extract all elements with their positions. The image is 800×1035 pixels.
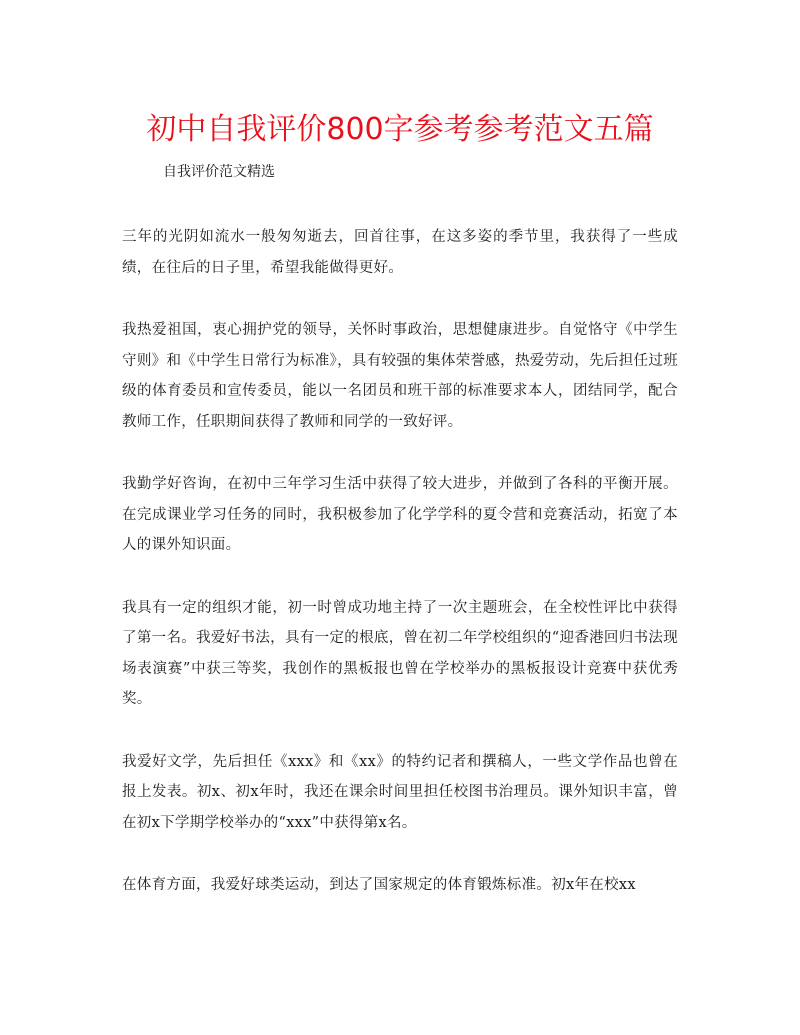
- paragraph-1: 三年的光阴如流水一般匆匆逝去，回首往事，在这多姿的季节里，我获得了一些成绩，在往后的日子里，希望我能做得更好。: [122, 229, 678, 276]
- paragraph-6: 在体育方面，我爱好球类运动，到达了国家规定的体育锻炼标准。初x年在校xx: [122, 877, 636, 893]
- paragraph-3: 我勤学好咨询，在初中三年学习生活中获得了较大进步，并做到了各科的平衡开展。在完成课业学习任务的同时，我积极参加了化学学科的夏令营和竞赛活动，拓宽了本人的课外知识面。: [122, 476, 678, 553]
- paragraph-5: 我爱好文学，先后担任《xxx》和《xx》的特约记者和撰稿人，一些文学作品也曾在报上发表。初x、初x年时，我还在课余时间里担任校图书治理员。课外知识丰富，曾在初x下学期学校举办的“xxx”中获得第x名。: [122, 753, 678, 831]
- paragraph-2: 我热爱祖国，衷心拥护党的领导，关怀时事政治，思想健康进步。自觉恪守《中学生守则》和《中学生日常行为标准》，具有较强的集体荣誉感，热爱劳动，先后担任过班级的体育委员和宣传委员，能以一名团员和班干部的标准要求本人，团结同学，配合教师工作，任职期间获得了教师和同学的一致好评。: [122, 322, 678, 430]
- paragraph-4: 我具有一定的组织才能，初一时曾成功地主持了一次主题班会，在全校性评比中获得了第一名。我爱好书法，具有一定的根底，曾在初二年学校组织的“迎香港回归书法现场表演赛”中获三等奖，我创作的黑板报也曾在学校举办的黑板报设计竞赛中获优秀奖。: [122, 599, 678, 707]
- document-body: [122, 222, 678, 933]
- document-title: 初中自我评价800字参考参考范文五篇: [146, 112, 654, 147]
- document-subtitle: 自我评价范文精选: [163, 164, 275, 180]
